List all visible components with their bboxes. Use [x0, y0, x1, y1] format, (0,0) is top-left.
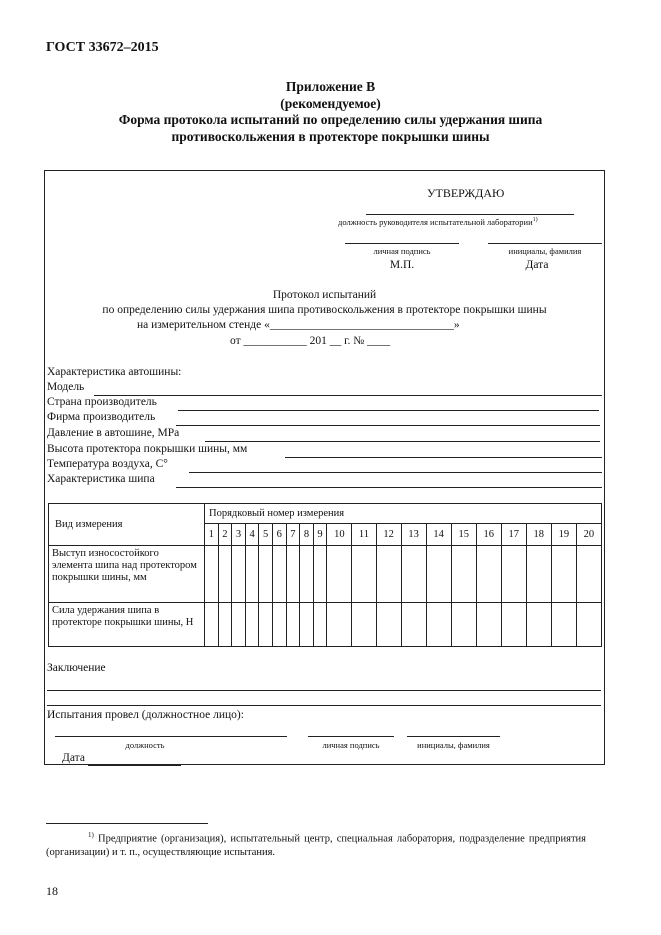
- field-stud-characteristic: Характеристика шипа: [47, 473, 155, 485]
- table-cell: [352, 546, 376, 603]
- conclusion-line-1: [47, 690, 601, 691]
- measurement-number: 18: [526, 524, 551, 546]
- conducted-position-line: [55, 736, 287, 737]
- measurement-number: 1: [205, 524, 219, 546]
- field-manufacturer: Фирма производитель: [47, 411, 156, 423]
- position-line: [366, 214, 574, 215]
- approve-label: УТВЕРЖДАЮ: [427, 186, 505, 200]
- conducted-signature-caption: личная подпись: [322, 740, 380, 750]
- measurement-number: 7: [286, 524, 300, 546]
- table-cell: [245, 546, 259, 603]
- table-cell: [218, 603, 232, 647]
- annex-title: Приложение В: [285, 79, 376, 94]
- measurement-number: 8: [300, 524, 314, 546]
- signature-caption: личная подпись: [373, 246, 431, 256]
- table-cell: [451, 603, 476, 647]
- protocol-line1: по определению силы удержания шипа противоскольжения в протекторе покрышки шины: [102, 304, 547, 316]
- field-country-line: [178, 410, 599, 411]
- table-cell: [401, 603, 426, 647]
- table-cell: [376, 603, 401, 647]
- table-cell: [352, 603, 376, 647]
- table-cell: [476, 603, 501, 647]
- conducted-position-caption: должность: [125, 740, 165, 750]
- table-cell: [232, 546, 246, 603]
- measurement-number: 6: [272, 524, 286, 546]
- table-cell: [476, 546, 501, 603]
- field-manufacturer-line: [176, 425, 600, 426]
- table-cell: [272, 603, 286, 647]
- protocol-date-number: от ___________ 201 __ г. № ____: [230, 335, 391, 347]
- measurement-number: 4: [245, 524, 259, 546]
- measurement-number: 9: [313, 524, 327, 546]
- measurement-table: [48, 503, 602, 647]
- table-cell: [327, 603, 352, 647]
- conducted-signature-line: [308, 736, 394, 737]
- position-caption: должность руководителя испытательной лаборатории$^{1)}$: [338, 217, 538, 227]
- name-line: [488, 243, 602, 244]
- table-cell: [526, 546, 551, 603]
- table-cell: [376, 546, 401, 603]
- measurement-number: 5: [259, 524, 273, 546]
- measurement-number: 10: [327, 524, 352, 546]
- field-model: Модель: [47, 381, 85, 393]
- measurement-number: 12: [376, 524, 401, 546]
- field-model-line: [94, 395, 602, 396]
- field-air-temperature: Температура воздуха, С°: [47, 458, 168, 470]
- measurement-number-header: Порядковый номер измерения: [205, 504, 602, 524]
- measurement-number: 20: [576, 524, 601, 546]
- measurement-number: 3: [232, 524, 246, 546]
- table-cell: [245, 603, 259, 647]
- measurement-number: 16: [476, 524, 501, 546]
- field-pressure: Давление в автошине, МРа: [47, 427, 180, 439]
- footnote-mark: 1): [88, 831, 94, 839]
- stamp-label: М.П.: [389, 259, 415, 271]
- conducted-name-line: [407, 736, 500, 737]
- document-code: ГОСТ 33672–2015: [46, 40, 159, 55]
- measurement-number: 11: [352, 524, 376, 546]
- table-cell: [205, 546, 219, 603]
- date-label: Дата: [525, 259, 549, 271]
- measurement-number: 15: [451, 524, 476, 546]
- table-cell: [259, 546, 273, 603]
- name-caption: инициалы, фамилия: [508, 246, 582, 256]
- table-cell: [551, 546, 576, 603]
- measurement-number: 14: [426, 524, 451, 546]
- table-cell: [218, 546, 232, 603]
- conclusion-line-2: [47, 705, 601, 706]
- conducted-label: Испытания провел (должностное лицо):: [47, 709, 244, 721]
- table-cell: [259, 603, 273, 647]
- field-stud-characteristic-line: [176, 487, 602, 488]
- table-cell: [551, 603, 576, 647]
- table-cell: [501, 546, 526, 603]
- table-cell: [327, 546, 352, 603]
- field-tread-height: Высота протектора покрышки шины, мм: [47, 443, 248, 455]
- protocol-title: Протокол испытаний: [272, 289, 377, 301]
- table-cell: [232, 603, 246, 647]
- annex-heading-line2: противоскольжения в протекторе покрышки шины: [171, 128, 490, 144]
- protocol-stand: на измерительном стенде «________________________________»: [137, 319, 460, 331]
- table-cell: [426, 546, 451, 603]
- table-cell: [205, 603, 219, 647]
- row-label-holding-force: Сила удержания шипа в протекторе покрышки шины, Н: [49, 603, 205, 647]
- footnote-ref: 1): [532, 217, 538, 224]
- page-number: 18: [46, 884, 58, 898]
- measurement-number: 17: [501, 524, 526, 546]
- conducted-name-caption: инициалы, фамилия: [417, 740, 490, 750]
- annex-subtitle: (рекомендуемое): [280, 95, 381, 111]
- footnote: [46, 829, 586, 859]
- table-cell: [300, 603, 314, 647]
- table-cell: [401, 546, 426, 603]
- table-cell: [451, 546, 476, 603]
- table-cell: [286, 546, 300, 603]
- measurement-number: 2: [218, 524, 232, 546]
- table-cell: [576, 546, 601, 603]
- measurement-number: 19: [551, 524, 576, 546]
- table-row: [49, 546, 602, 603]
- conducted-date-line: [88, 765, 181, 766]
- field-pressure-line: [205, 441, 600, 442]
- conducted-date-label: Дата: [62, 752, 85, 764]
- table-cell: [272, 546, 286, 603]
- row-label-protrusion: Выступ износостойкого элемента шипа над протектором покрышки шины, мм: [49, 546, 205, 603]
- table-cell: [313, 546, 327, 603]
- table-cell: [426, 603, 451, 647]
- table-cell: [286, 603, 300, 647]
- footnote-text: Предприятие (организация), испытательный центр, специальная лаборатория, подразделение предприятия (организации) и т. п., осуществляющие испытания.: [46, 833, 587, 858]
- table-cell: [313, 603, 327, 647]
- field-tread-height-line: [285, 457, 602, 458]
- measurement-number: 13: [401, 524, 426, 546]
- table-cell: [300, 546, 314, 603]
- table-cell: [576, 603, 601, 647]
- annex-heading-line1: Форма протокола испытаний по определению силы удержания шипа: [118, 112, 543, 127]
- characteristics-heading: Характеристика автошины:: [47, 366, 182, 378]
- measurement-type-header: Вид измерения: [49, 504, 205, 546]
- footnote-separator: [46, 823, 208, 824]
- table-cell: [526, 603, 551, 647]
- field-country: Страна производитель: [47, 396, 157, 408]
- table-cell: [501, 603, 526, 647]
- conclusion-label: Заключение: [47, 662, 106, 674]
- table-row: [49, 603, 602, 647]
- annex-title-block: [0, 79, 661, 145]
- field-air-temperature-line: [189, 472, 602, 473]
- signature-line: [345, 243, 459, 244]
